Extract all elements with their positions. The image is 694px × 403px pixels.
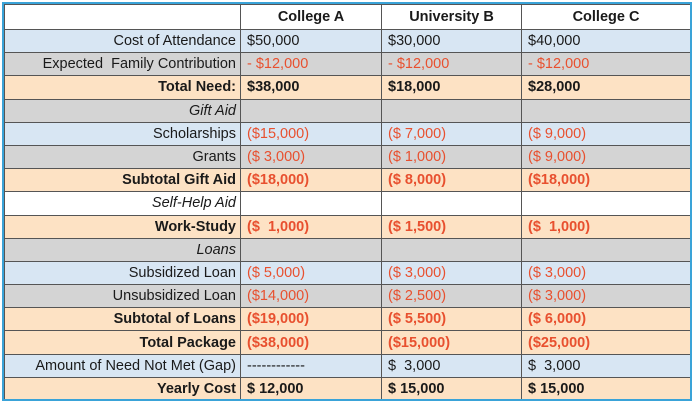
row-self-help-aid-heading — [5, 192, 691, 215]
cell-college-a: $38,000 — [241, 76, 382, 99]
cell-college-a: ($15,000) — [241, 122, 382, 145]
cell-college-a: $ 12,000 — [241, 377, 382, 400]
row-work-study — [5, 215, 691, 238]
cell-university-b: ($ 2,500) — [382, 285, 522, 308]
row-label: Subsidized Loan — [5, 261, 241, 284]
financial-aid-comparison-table — [4, 4, 691, 401]
row-yearly-cost — [5, 377, 691, 400]
cell-college-c: $28,000 — [522, 76, 691, 99]
row-label: Unsubsidized Loan — [5, 285, 241, 308]
cell-college-a — [241, 99, 382, 122]
cell-university-b — [382, 99, 522, 122]
header-empty-cell — [5, 5, 241, 30]
row-label: Cost of Attendance — [5, 30, 241, 53]
row-label: Grants — [5, 145, 241, 168]
cell-college-a: ($38,000) — [241, 331, 382, 354]
cell-university-b: $ 15,000 — [382, 377, 522, 400]
cell-college-c: ($ 3,000) — [522, 285, 691, 308]
row-label: Subtotal of Loans — [5, 308, 241, 331]
column-header-university-b: University B — [382, 5, 522, 30]
cell-college-c: $ 15,000 — [522, 377, 691, 400]
row-loans-heading — [5, 238, 691, 261]
column-header-college-a: College A — [241, 5, 382, 30]
cell-college-c: ($18,000) — [522, 169, 691, 192]
cell-university-b: ($ 7,000) — [382, 122, 522, 145]
row-gift-aid-heading — [5, 99, 691, 122]
cell-college-c: ($ 3,000) — [522, 261, 691, 284]
cell-college-a: ($18,000) — [241, 169, 382, 192]
row-expected-family-contribution — [5, 53, 691, 76]
cell-college-a: - $12,000 — [241, 53, 382, 76]
row-subtotal-gift-aid — [5, 169, 691, 192]
cell-university-b: ($ 1,000) — [382, 145, 522, 168]
row-label: Expected Family Contribution — [5, 53, 241, 76]
cell-college-a: ($ 3,000) — [241, 145, 382, 168]
row-total-need — [5, 76, 691, 99]
cell-university-b: - $12,000 — [382, 53, 522, 76]
cell-university-b: ($ 5,500) — [382, 308, 522, 331]
row-label: Yearly Cost — [5, 377, 241, 400]
cell-college-a: ------------ — [241, 354, 382, 377]
cell-college-c: ($ 6,000) — [522, 308, 691, 331]
row-label: Gift Aid — [5, 99, 241, 122]
cell-university-b — [382, 192, 522, 215]
cell-college-a — [241, 238, 382, 261]
cell-college-c — [522, 192, 691, 215]
cell-college-c: ($25,000) — [522, 331, 691, 354]
row-total-package — [5, 331, 691, 354]
cell-college-a: ($ 5,000) — [241, 261, 382, 284]
cell-university-b: ($ 8,000) — [382, 169, 522, 192]
cell-college-c — [522, 238, 691, 261]
cell-college-c: $ 3,000 — [522, 354, 691, 377]
row-subsidized-loan — [5, 261, 691, 284]
cell-college-a: ($19,000) — [241, 308, 382, 331]
row-label: Subtotal Gift Aid — [5, 169, 241, 192]
row-label: Scholarships — [5, 122, 241, 145]
row-label: Amount of Need Not Met (Gap) — [5, 354, 241, 377]
cell-college-a: $50,000 — [241, 30, 382, 53]
row-subtotal-of-loans — [5, 308, 691, 331]
cell-college-a: ($ 1,000) — [241, 215, 382, 238]
cell-college-a — [241, 192, 382, 215]
row-label: Total Need: — [5, 76, 241, 99]
cell-college-c — [522, 99, 691, 122]
cell-university-b: $30,000 — [382, 30, 522, 53]
cell-college-c: ($ 9,000) — [522, 122, 691, 145]
financial-aid-table-frame — [2, 2, 692, 401]
header-row — [5, 5, 691, 30]
row-grants — [5, 145, 691, 168]
cell-university-b: $ 3,000 — [382, 354, 522, 377]
cell-university-b: ($ 3,000) — [382, 261, 522, 284]
cell-university-b: $18,000 — [382, 76, 522, 99]
cell-college-c: - $12,000 — [522, 53, 691, 76]
cell-university-b: ($ 1,500) — [382, 215, 522, 238]
row-cost-of-attendance — [5, 30, 691, 53]
row-unsubsidized-loan — [5, 285, 691, 308]
cell-college-c: ($ 1,000) — [522, 215, 691, 238]
row-scholarships — [5, 122, 691, 145]
row-label: Work-Study — [5, 215, 241, 238]
row-need-not-met-gap — [5, 354, 691, 377]
cell-college-a: ($14,000) — [241, 285, 382, 308]
row-label: Self-Help Aid — [5, 192, 241, 215]
cell-college-c: ($ 9,000) — [522, 145, 691, 168]
cell-college-c: $40,000 — [522, 30, 691, 53]
column-header-college-c: College C — [522, 5, 691, 30]
row-label: Loans — [5, 238, 241, 261]
row-label: Total Package — [5, 331, 241, 354]
cell-university-b — [382, 238, 522, 261]
cell-university-b: ($15,000) — [382, 331, 522, 354]
